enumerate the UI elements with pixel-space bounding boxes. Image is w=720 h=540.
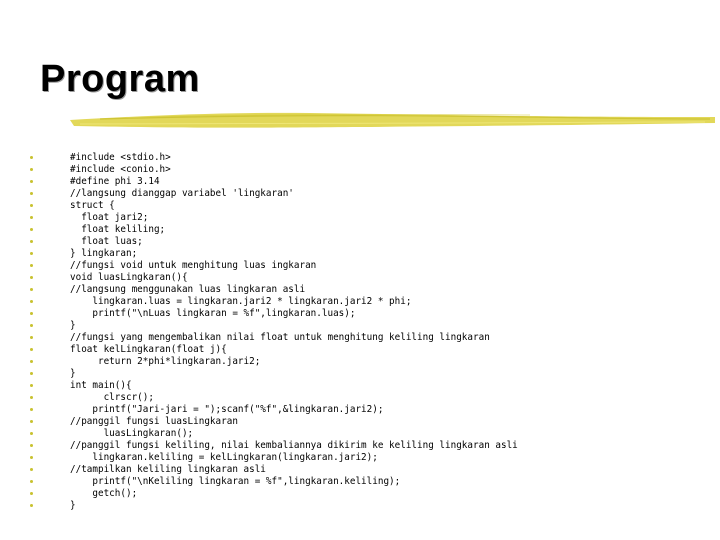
code-line-text: float keliling;: [70, 224, 166, 235]
bullet-icon: [30, 372, 33, 375]
bullet-icon: [30, 468, 33, 471]
code-line-text: #include <conio.h>: [70, 164, 171, 175]
code-line-text: struct {: [70, 200, 115, 211]
bullet-icon: [30, 384, 33, 387]
code-line-text: }: [70, 320, 76, 331]
bullet-icon: [30, 444, 33, 447]
code-line-text: //langsung dianggap variabel 'lingkaran': [70, 188, 294, 199]
bullet-icon: [30, 492, 33, 495]
code-line-text: lingkaran.keliling = kelLingkaran(lingkaran.jari2);: [70, 452, 378, 463]
code-line-text: #define phi 3.14: [70, 176, 160, 187]
bullet-icon: [30, 168, 33, 171]
bullet-icon: [30, 312, 33, 315]
code-line-text: } lingkaran;: [70, 248, 138, 259]
code-line-text: //tampilkan keliling lingkaran asli: [70, 464, 266, 475]
bullet-icon: [30, 396, 33, 399]
bullet-icon: [30, 420, 33, 423]
bullet-icon: [30, 204, 33, 207]
bullet-icon: [30, 432, 33, 435]
code-line-text: clrscr();: [70, 392, 154, 403]
code-line-text: printf("\nLuas lingkaran = %f",lingkaran.luas);: [70, 308, 356, 319]
bullet-icon: [30, 504, 33, 507]
code-line-text: //panggil fungsi luasLingkaran: [70, 416, 238, 427]
bullet-icon: [30, 480, 33, 483]
bullet-icon: [30, 264, 33, 267]
code-line-text: }: [70, 368, 76, 379]
code-line-text: getch();: [70, 488, 138, 499]
bullet-icon: [30, 360, 33, 363]
code-line-text: float jari2;: [70, 212, 149, 223]
bullet-icon: [30, 216, 33, 219]
bullet-icon: [30, 180, 33, 183]
bullet-icon: [30, 408, 33, 411]
code-line-text: printf("\nKeliling lingkaran = %f",lingkaran.keliling);: [70, 476, 401, 487]
bullet-icon: [30, 336, 33, 339]
code-line-text: printf("Jari-jari = ");scanf("%f",&lingkaran.jari2);: [70, 404, 384, 415]
code-line-text: //fungsi yang mengembalikan nilai float untuk menghitung keliling lingkaran: [70, 332, 490, 343]
code-line-text: //panggil fungsi keliling, nilai kembaliannya dikirim ke keliling lingkaran asli: [70, 440, 518, 451]
slide-title: Program: [40, 58, 200, 100]
bullet-icon: [30, 288, 33, 291]
bullet-icon: [30, 276, 33, 279]
code-line-text: float kelLingkaran(float j){: [70, 344, 227, 355]
code-line-text: #include <stdio.h>: [70, 152, 171, 163]
code-line-text: luasLingkaran();: [70, 428, 194, 439]
code-line-text: //fungsi void untuk menghitung luas ingkaran: [70, 260, 317, 271]
bullet-icon: [30, 300, 33, 303]
code-line-text: void luasLingkaran(){: [70, 272, 188, 283]
code-line-text: //langsung menggunakan luas lingkaran asli: [70, 284, 306, 295]
title-underline-brushstroke: [60, 104, 720, 134]
code-line-text: float luas;: [70, 236, 143, 247]
code-line-text: return 2*phi*lingkaran.jari2;: [70, 356, 261, 367]
bullet-icon: [30, 252, 33, 255]
bullet-icon: [30, 156, 33, 159]
code-line-text: }: [70, 500, 76, 511]
bullet-icon: [30, 348, 33, 351]
bullet-icon: [30, 192, 33, 195]
code-line-text: lingkaran.luas = lingkaran.jari2 * lingkaran.jari2 * phi;: [70, 296, 412, 307]
bullet-icon: [30, 324, 33, 327]
code-line-text: int main(){: [70, 380, 132, 391]
bullet-icon: [30, 456, 33, 459]
bullet-icon: [30, 228, 33, 231]
bullet-icon: [30, 240, 33, 243]
